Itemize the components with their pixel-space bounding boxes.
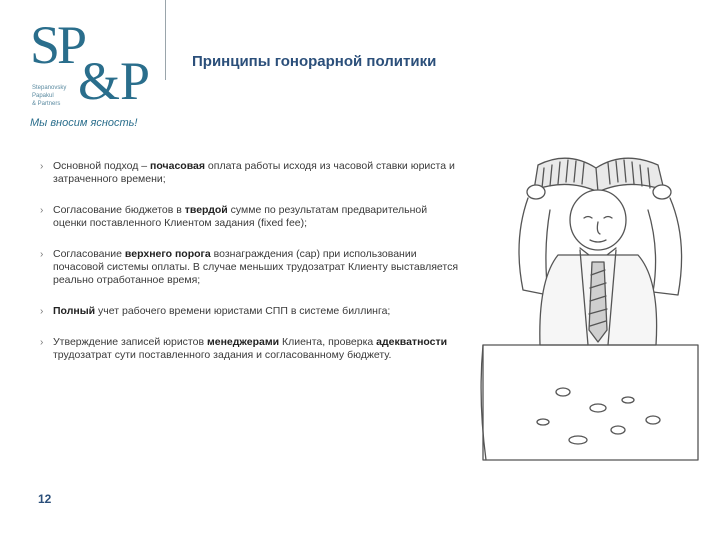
bullet-text: оплата работы исходя из часовой ставки юриста и затраченного времени;	[53, 160, 455, 185]
logo-subtitle-line: Stepanovsky	[32, 85, 67, 91]
bullet-emphasis: менеджерами	[206, 336, 280, 348]
principles-list	[40, 160, 460, 380]
bullet-item	[40, 248, 460, 287]
company-logo	[28, 15, 153, 111]
bullet-marker: ›	[40, 249, 44, 260]
bullet-text: Согласование	[53, 248, 125, 260]
bullet-text: учет рабочего времени юристами СПП в системе биллинга;	[95, 305, 391, 317]
bullet-marker: ›	[40, 205, 44, 216]
slogan: Мы вносим ясность!	[30, 117, 138, 129]
bullet-item	[40, 160, 460, 186]
bullet-emphasis: Полный	[53, 305, 96, 317]
logo-subtitle	[32, 84, 66, 108]
logo-subtitle-line: Papakul	[32, 93, 54, 99]
bullet-emphasis: твердой	[184, 204, 228, 216]
bullet-marker: ›	[40, 337, 44, 348]
logo-ampersand: &P	[78, 51, 151, 111]
bullet-item	[40, 336, 460, 362]
logo-subtitle-line: & Partners	[32, 101, 61, 107]
slide-title: Принципы гонорарной политики	[192, 53, 437, 70]
bullet-emphasis: адекватности	[376, 336, 448, 348]
bullet-text: Клиента, проверка	[279, 336, 377, 348]
bullet-text: сумме по результатам предварительной оценки поставленного Клиентом задания (fixed fee);	[53, 204, 428, 229]
page-number: 12	[38, 492, 52, 506]
bullet-text: Основной подход –	[53, 160, 151, 172]
bullet-text: Согласование бюджетов в	[53, 204, 185, 216]
lawyer-illustration	[468, 130, 716, 475]
bullet-marker: ›	[40, 306, 44, 317]
bullet-item	[40, 204, 460, 230]
bullet-text: вознаграждения (cap) при использовании почасовой системы оплаты. В случае меньших трудозатрат Клиенту выставляется реально отработанное время;	[53, 248, 459, 286]
bullet-item	[40, 305, 460, 318]
logo-mark: SP	[30, 15, 85, 75]
bullet-marker: ›	[40, 161, 44, 172]
bullet-text: трудозатрат сути поставленного задания и согласованному бюджету.	[53, 349, 392, 361]
bullet-text: Утверждение записей юристов	[53, 336, 207, 348]
bullet-emphasis: верхнего порога	[124, 248, 211, 260]
bullet-emphasis: почасовая	[150, 160, 205, 172]
header-divider	[165, 0, 166, 80]
